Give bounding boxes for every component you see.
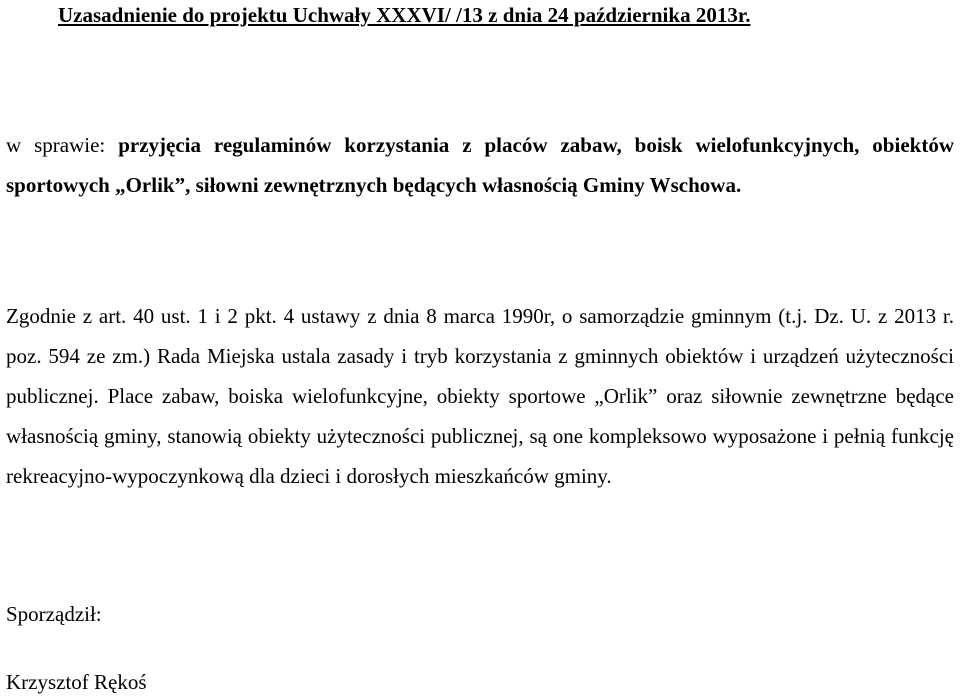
prepared-by-name: Krzysztof Rękoś	[6, 670, 147, 694]
document-subject	[6, 125, 954, 205]
subject-text: przyjęcia regulaminów korzystania z placów zabaw, boisk wielofunkcyjnych, obiektów sportowych „Orlik”, siłowni zewnętrznych będących własnością Gminy Wschowa.	[6, 133, 954, 197]
justification-paragraph: Zgodnie z art. 40 ust. 1 i 2 pkt. 4 ustawy z dnia 8 marca 1990r, o samorządzie gminnym (t.j. Dz. U. z 2013 r. poz. 594 ze zm.) Rada Miejska ustala zasady i tryb korzystania z gminnych obiektów i urządzeń użyteczności publicznej. Place zabaw, boiska wielofunkcyjne, obiekty sportowe „Orlik” oraz siłownie zewnętrzne będące własnością gminy, stanowią obiekty użyteczności publicznej, są one kompleksowo wyposażone i pełnią funkcję rekreacyjno-wypoczynkową dla dzieci i dorosłych mieszkańców gminy.	[6, 304, 954, 488]
prepared-by-label: Sporządził:	[6, 602, 102, 626]
subject-prefix: w sprawie:	[6, 133, 119, 157]
document-title: Uzasadnienie do projektu Uchwały XXXVI/ /13 z dnia 24 października 2013r.	[58, 3, 751, 27]
